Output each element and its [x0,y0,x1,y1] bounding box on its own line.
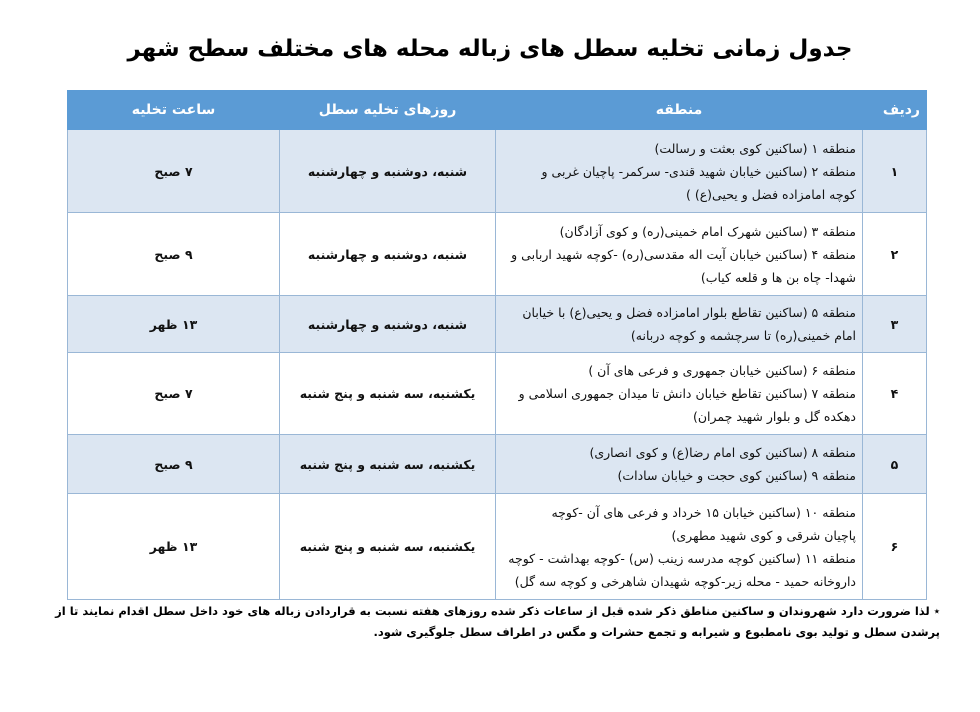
row-number: ۵ [863,435,927,494]
area-cell [496,494,863,600]
page-title: جدول زمانی تخلیه سطل های زباله محله های مختلف سطح شهر [127,36,853,62]
area-cell [496,435,863,494]
area-line: منطقه ۶ (ساکنین خیابان جمهوری و فرعی های آن ) [588,363,856,378]
area-cell [496,353,863,435]
area-line: منطقه ۷ (ساکنین تقاطع خیابان دانش تا میدان جمهوری اسلامی و [518,386,856,401]
days-cell: شنبه، دوشنبه و چهارشنبه [280,296,496,353]
days-cell: یکشنبه، سه شنبه و پنج شنبه [280,494,496,600]
time-cell: ۱۳ ظهر [68,296,280,353]
days-cell: یکشنبه، سه شنبه و پنج شنبه [280,353,496,435]
time-cell: ۱۳ ظهر [68,494,280,600]
area-line: پاچیان شرقی و کوی شهید مطهری) [671,527,856,543]
days-cell: شنبه، دوشنبه و چهارشنبه [280,213,496,296]
header-area: منطقه [496,91,863,130]
time-cell: ۷ صبح [68,353,280,435]
area-line: کوچه امامزاده فضل و یحیی(ع) ) [685,186,856,202]
table-row [68,213,927,296]
area-line: منطقه ۱۱ (ساکنین کوچه مدرسه زینب (س) -کوچه بهداشت - کوچه [508,550,856,566]
header-days: روزهای تخلیه سطل [280,91,496,130]
area-line: شهدا- چاه بن ها و قلعه کیاب) [700,269,856,285]
area-line: منطقه ۲ (ساکنین خیابان شهید قندی- سرکمر- پاچیان غربی و [541,163,856,179]
area-line: منطقه ۹ (ساکنین کوی حجت و خیابان سادات) [617,468,856,483]
area-line: منطقه ۴ (ساکنین خیابان آیت اله مقدسی(ره) -کوچه شهید اربابی و [511,246,856,262]
days-cell: شنبه، دوشنبه و چهارشنبه [280,130,496,213]
row-number: ۳ [863,296,927,353]
area-line: منطقه ۸ (ساکنین کوی امام رضا(ع) و کوی انصاری) [589,445,856,460]
days-cell: یکشنبه، سه شنبه و پنج شنبه [280,435,496,494]
area-line: منطقه ۵ (ساکنین تقاطع بلوار امامزاده فضل و یحیی(ع) با خیابان [522,305,856,320]
time-cell: ۹ صبح [68,213,280,296]
area-cell [496,130,863,213]
row-number: ۶ [863,494,927,600]
table-header-row [68,91,927,130]
area-line: داروخانه حمید - محله زیر-کوچه شهیدان شاهرخی و کوچه سه گل) [514,573,856,589]
table-row [68,435,927,494]
table-row [68,296,927,353]
time-cell: ۷ صبح [68,130,280,213]
table-row [68,494,927,600]
header-time: ساعت تخلیه [68,91,280,130]
header-row-number: ردیف [863,91,927,130]
footnote [40,601,940,643]
area-line: منطقه ۳ (ساکنین شهرک امام خمینی(ره) و کوی آزادگان) [559,223,856,239]
area-cell [496,213,863,296]
area-line: منطقه ۱۰ (ساکنین خیابان ۱۵ خرداد و فرعی های آن -کوچه [551,504,856,520]
footnote-line: پرشدن سطل و تولید بوی نامطبوع و شیرابه و تجمع حشرات و مگس در اطراف سطل جلوگیری شود. [373,625,940,639]
area-cell [496,296,863,353]
row-number: ۱ [863,130,927,213]
footnote-line: ٭ لذا ضرورت دارد شهروندان و ساکنین مناطق ذکر شده قبل از ساعات ذکر شده روزهای هفته نسبت به قراردادن زباله های خود داخل سطل اقدام نمایند تا از [55,604,940,618]
area-line: امام خمینی(ره) تا سرچشمه و کوچه دربانه) [630,328,856,343]
row-number: ۲ [863,213,927,296]
schedule-table [67,90,927,600]
row-number: ۴ [863,353,927,435]
table-row [68,353,927,435]
time-cell: ۹ صبح [68,435,280,494]
area-line: منطقه ۱ (ساکنین کوی بعثت و رسالت) [654,140,856,156]
table-row [68,130,927,213]
area-line: دهکده گل و بلوار شهید چمران) [692,409,856,424]
